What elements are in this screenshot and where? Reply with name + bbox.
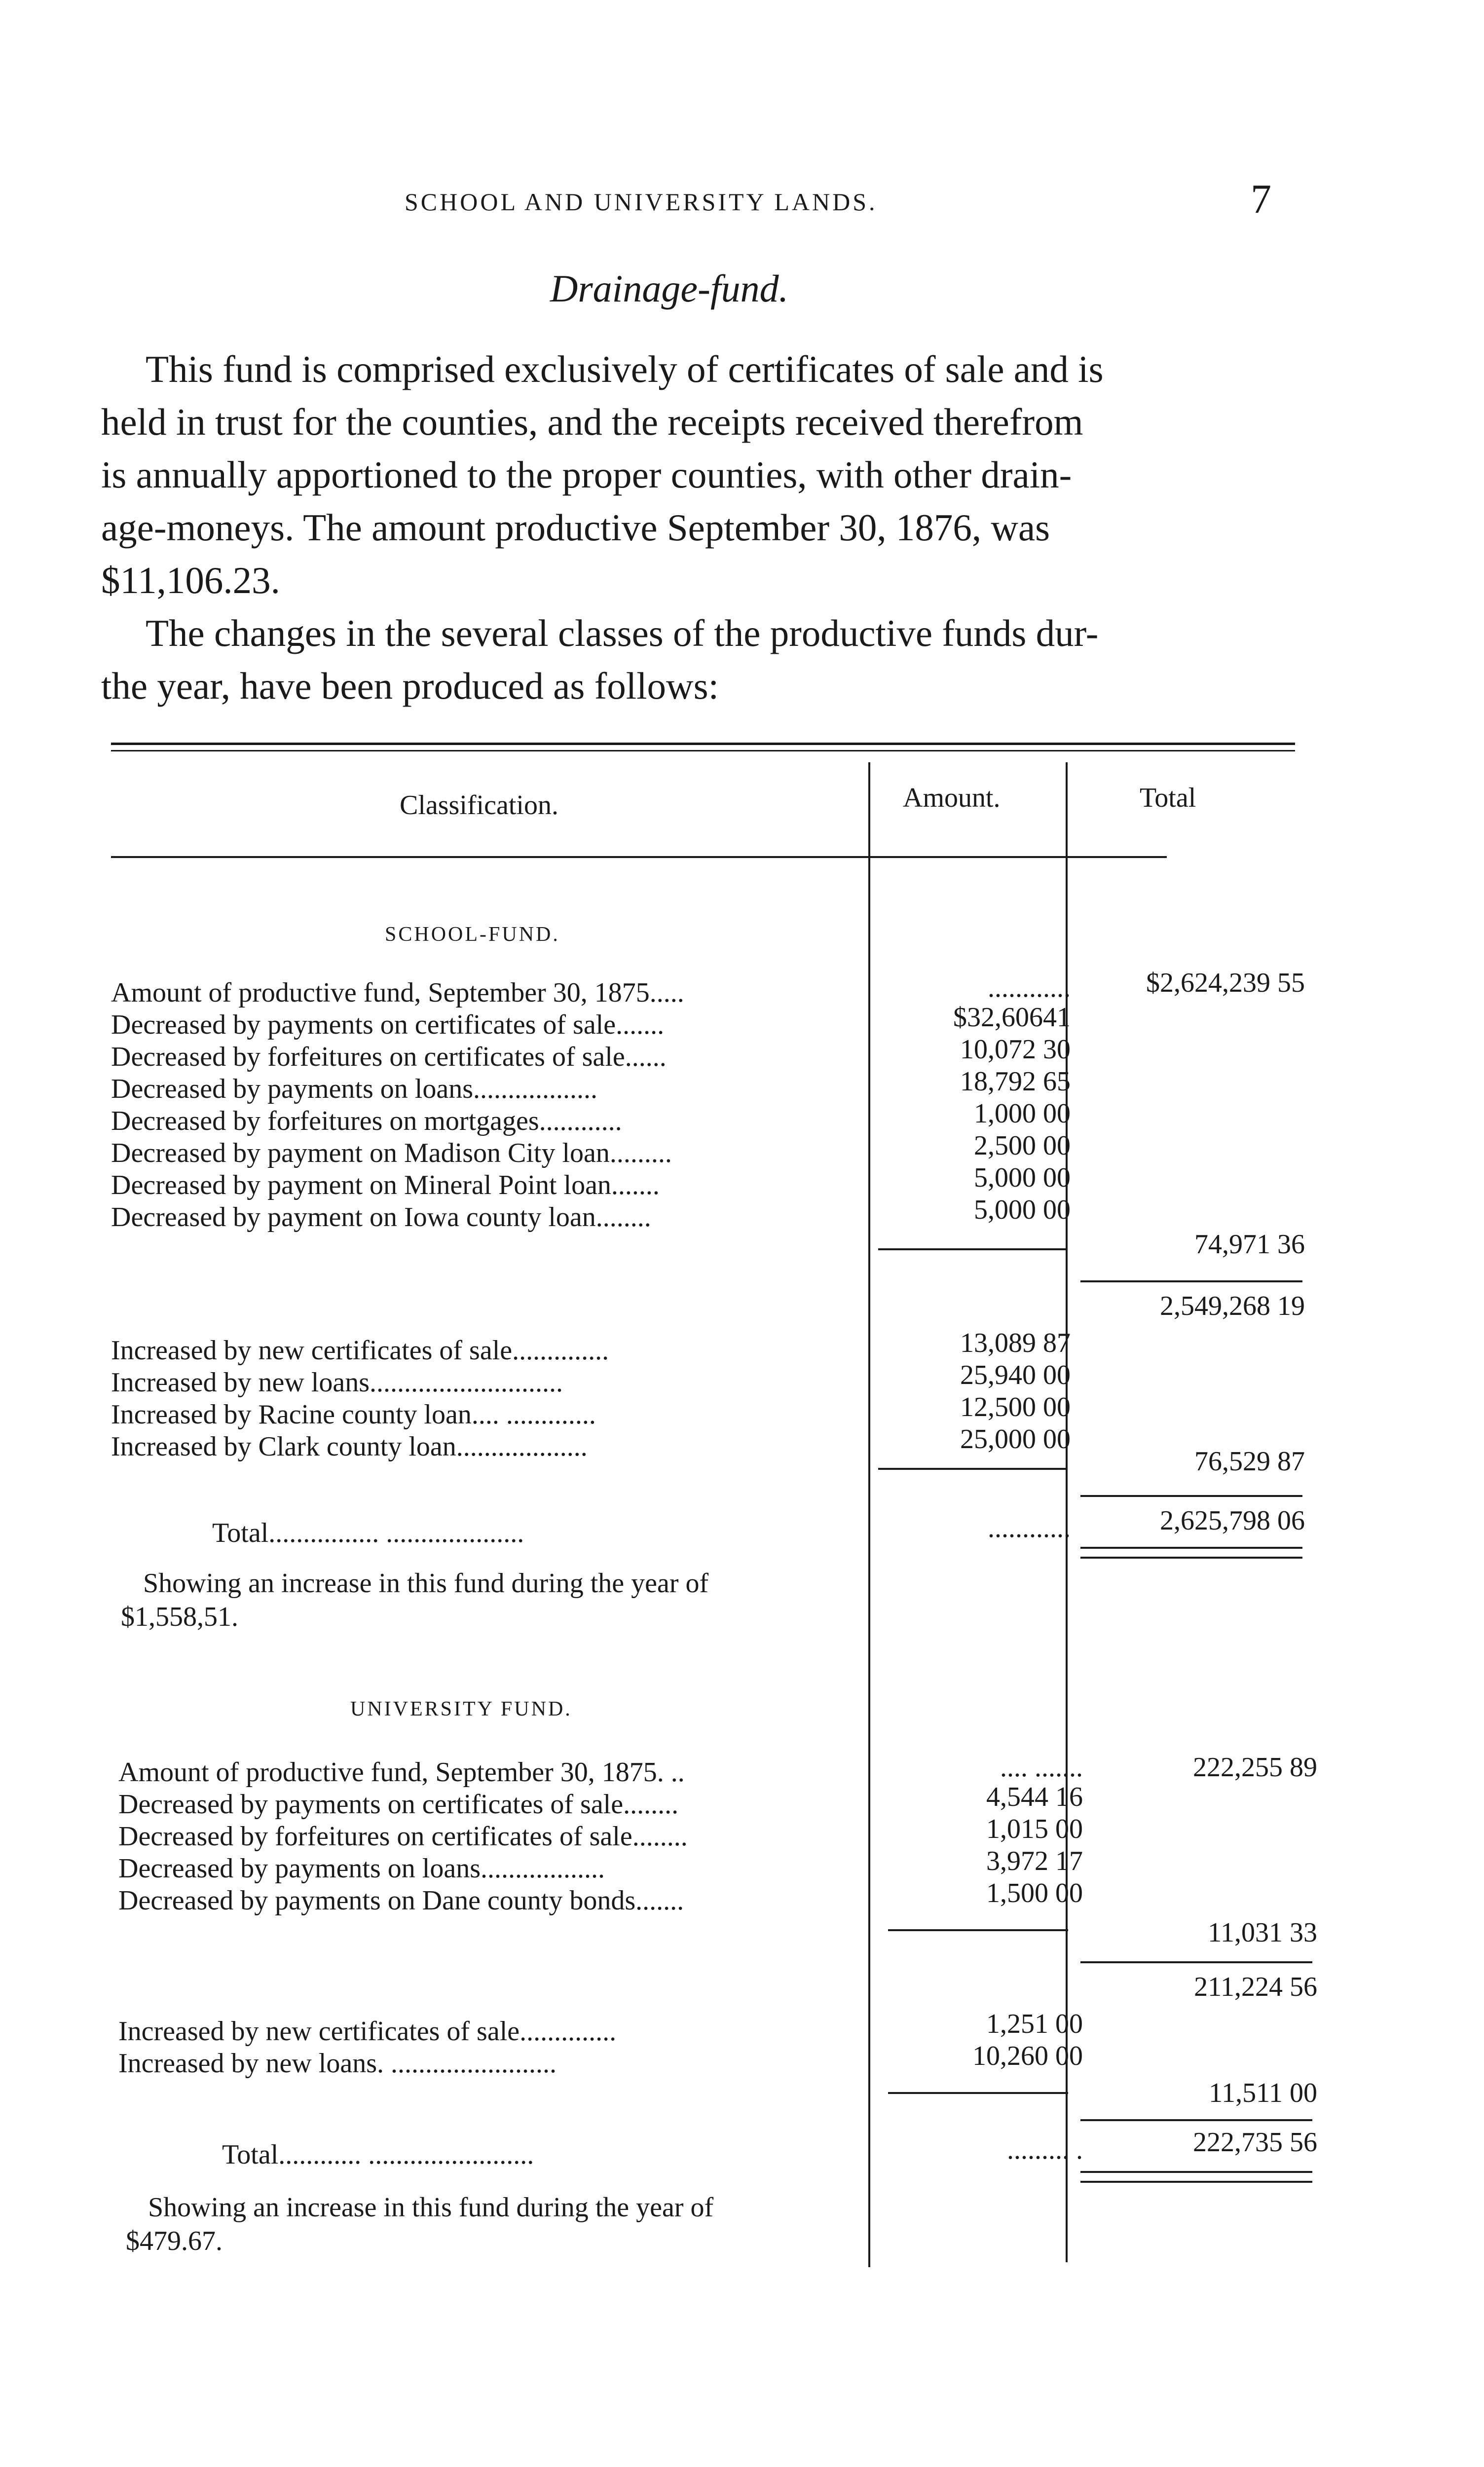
school-decrease-row: Decreased by forfeitures on certificates of sale......	[111, 1042, 667, 1072]
school-decrease-amount: 2,500 00	[974, 1130, 1071, 1161]
university-increase-amount: 10,260 00	[972, 2041, 1083, 2071]
school-total-rule	[1080, 1495, 1302, 1497]
school-opening-label: Amount of productive fund, September 30, 1875.....	[111, 977, 684, 1008]
university-decrease-row: Decreased by forfeitures on certificates of sale........	[118, 1821, 688, 1852]
university-total-double-rule	[1080, 2171, 1312, 2173]
paragraph-changes	[101, 607, 1285, 712]
school-decrease-row: Decreased by payment on Mineral Point loan.......	[111, 1170, 660, 1200]
school-increase-note	[121, 1567, 709, 1634]
school-decrease-rule	[878, 1248, 1066, 1250]
column-header-classification: Classification.	[400, 790, 558, 821]
university-decrease-amount: 1,500 00	[986, 1878, 1083, 1908]
university-increase-row: Increased by new loans. ........................	[118, 2048, 557, 2079]
university-total-amount: ......... .	[1007, 2134, 1083, 2165]
school-opening-total: $2,624,239 55	[1146, 968, 1305, 998]
school-decrease-row: Decreased by forfeitures on mortgages............	[111, 1106, 622, 1136]
university-increase-rule	[888, 2092, 1068, 2094]
university-increase-total: 11,511 00	[1209, 2078, 1317, 2108]
school-increase-total: 76,529 87	[1194, 1446, 1305, 1477]
running-head: SCHOOL AND UNIVERSITY LANDS.	[405, 188, 878, 216]
table-header-rule	[111, 856, 1167, 858]
school-total-double-rule-2	[1080, 1557, 1302, 1559]
university-fund-heading: UNIVERSITY FUND.	[350, 1698, 572, 1720]
school-decrease-amount: $32,60641	[953, 1002, 1071, 1033]
school-decrease-row: Decreased by payment on Madison City loan.........	[111, 1138, 672, 1168]
school-decrease-row: Decreased by payments on certificates of sale.......	[111, 1009, 665, 1040]
table-top-rule	[111, 743, 1295, 745]
page-number: 7	[1251, 176, 1271, 222]
paragraph-line: age-moneys. The amount productive September 30, 1876, was	[101, 506, 1050, 549]
university-decrease-amount: 1,015 00	[986, 1814, 1083, 1844]
section-title: Drainage-fund.	[550, 267, 789, 310]
school-increase-row: Increased by new loans............................	[111, 1367, 563, 1398]
paragraph-line: held in trust for the counties, and the receipts received therefrom	[101, 401, 1083, 443]
university-subtotal: 211,224 56	[1194, 1972, 1317, 2002]
university-total-value: 222,735 56	[1193, 2127, 1317, 2158]
school-decrease-amount: 5,000 00	[974, 1195, 1071, 1225]
university-increase-amount: 1,251 00	[986, 2009, 1083, 2039]
paragraph-line: The changes in the several classes of the productive funds dur-	[146, 612, 1099, 654]
school-decrease-amount: 1,000 00	[974, 1098, 1071, 1129]
column-header-total: Total	[1140, 783, 1196, 813]
school-decrease-amount: 10,072 30	[960, 1034, 1071, 1065]
school-total-label: Total................ ....................	[212, 1518, 524, 1548]
university-decrease-rule	[888, 1929, 1068, 1931]
school-increase-amount: 12,500 00	[960, 1392, 1071, 1422]
paragraph-line: $11,106.23.	[101, 559, 280, 601]
note-line: Showing an increase in this fund during the year of	[148, 2192, 714, 2223]
university-increase-row: Increased by new certificates of sale..............	[118, 2016, 617, 2047]
school-increase-row: Increased by new certificates of sale..............	[111, 1335, 609, 1366]
school-subtotal-rule	[1080, 1280, 1302, 1282]
school-decrease-row: Decreased by payments on loans..................	[111, 1074, 597, 1104]
university-opening-amount: .... .......	[1000, 1752, 1083, 1783]
school-increase-rule	[878, 1468, 1066, 1470]
university-opening-total: 222,255 89	[1193, 1752, 1317, 1783]
school-decrease-total: 74,971 36	[1194, 1229, 1305, 1260]
school-increase-amount: 25,000 00	[960, 1424, 1071, 1455]
paragraph-drainage-fund	[101, 343, 1285, 607]
school-decrease-amount: 5,000 00	[974, 1162, 1071, 1193]
note-line: $479.67.	[126, 2226, 223, 2256]
university-total-double-rule-2	[1080, 2181, 1312, 2183]
university-decrease-amount: 4,544 16	[986, 1782, 1083, 1812]
university-decrease-row: Decreased by payments on loans..................	[118, 1853, 605, 1884]
school-total-double-rule	[1080, 1547, 1302, 1549]
note-line: Showing an increase in this fund during the year of	[143, 1568, 709, 1599]
school-increase-amount: 13,089 87	[960, 1328, 1071, 1358]
school-subtotal: 2,549,268 19	[1160, 1291, 1305, 1321]
university-total-rule	[1080, 2119, 1312, 2121]
university-decrease-row: Decreased by payments on Dane county bonds.......	[118, 1885, 684, 1916]
school-opening-amount: ............	[988, 972, 1071, 1003]
school-increase-row: Increased by Racine county loan.... .............	[111, 1399, 596, 1430]
note-line: $1,558,51.	[121, 1602, 238, 1632]
paragraph-line: the year, have been produced as follows:	[101, 665, 719, 707]
school-total-value: 2,625,798 06	[1160, 1505, 1305, 1536]
university-decrease-row: Decreased by payments on certificates of sale........	[118, 1789, 679, 1820]
paragraph-line: This fund is comprised exclusively of certificates of sale and is	[146, 348, 1104, 390]
paragraph-line: is annually apportioned to the proper counties, with other drain-	[101, 453, 1072, 496]
university-decrease-amount: 3,972 17	[986, 1846, 1083, 1876]
university-subtotal-rule	[1080, 1961, 1312, 1963]
school-fund-heading: SCHOOL-FUND.	[385, 923, 560, 946]
university-increase-note	[126, 2191, 714, 2258]
table-top-rule-2	[111, 750, 1295, 751]
university-total-label: Total............ ........................	[222, 2139, 534, 2170]
column-header-amount: Amount.	[903, 783, 1001, 813]
school-total-amount: ............	[988, 1513, 1071, 1543]
school-increase-amount: 25,940 00	[960, 1360, 1071, 1390]
university-opening-label: Amount of productive fund, September 30, 1875. ..	[118, 1757, 685, 1788]
school-decrease-row: Decreased by payment on Iowa county loan........	[111, 1202, 651, 1233]
university-decrease-total: 11,031 33	[1208, 1917, 1317, 1948]
school-increase-row: Increased by Clark county loan...................	[111, 1431, 588, 1462]
school-decrease-amount: 18,792 65	[960, 1066, 1071, 1097]
